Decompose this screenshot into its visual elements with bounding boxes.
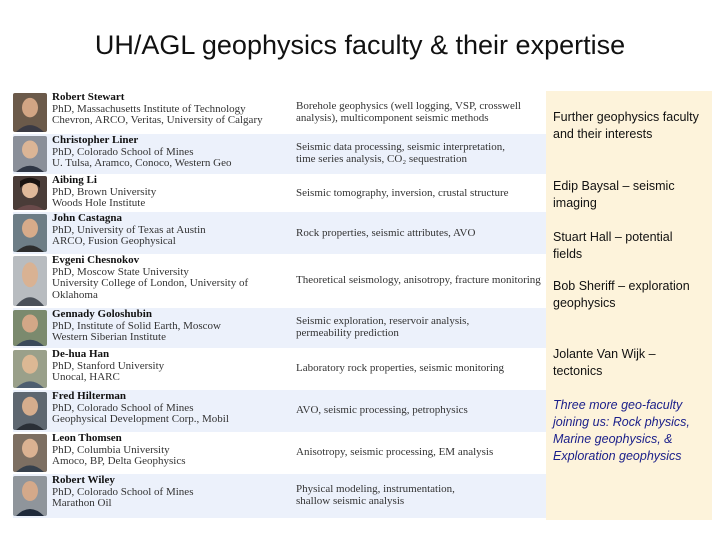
faculty-detail: PhD, Institute of Solid Earth, Moscow (52, 319, 221, 332)
faculty-row (13, 254, 546, 308)
faculty-expertise: AVO, seismic processing, petrophysics (296, 405, 468, 416)
sidebar-item: Jolante Van Wijk – tectonics (553, 347, 656, 378)
faculty-detail: PhD, Moscow State University (52, 265, 189, 278)
faculty-expertise: permeability prediction (296, 326, 399, 339)
faculty-detail: PhD, Brown University (52, 185, 157, 198)
faculty-name: Christopher Liner (52, 134, 139, 146)
faculty-detail: U. Tulsa, Aramco, Conoco, Western Geo (52, 157, 232, 169)
faculty-detail: Amoco, BP, Delta Geophysics (52, 455, 186, 467)
faculty-detail: Geophysical Development Corp., Mobil (52, 413, 229, 425)
portrait (13, 93, 47, 132)
faculty-row (13, 91, 546, 134)
faculty-name: Robert Stewart (52, 91, 125, 103)
faculty-detail: PhD, Colorado School of Mines (52, 145, 194, 158)
sidebar-item: Edip Baysal – seismic imaging (553, 179, 675, 210)
faculty-name: Gennady Goloshubin (52, 308, 152, 320)
portrait (13, 176, 47, 210)
faculty-expertise: Borehole geophysics (well logging, VSP, crosswell (296, 101, 521, 112)
further-faculty-panel (546, 91, 712, 520)
faculty-detail: University College of London, University of (52, 277, 249, 289)
faculty-expertise: Seismic tomography, inversion, crustal structure (296, 188, 509, 199)
sidebar-item: Stuart Hall – potential fields (553, 230, 673, 261)
portrait (13, 392, 47, 430)
portrait (13, 350, 47, 388)
faculty-expertise: shallow seismic analysis (296, 494, 405, 507)
faculty-row (13, 174, 546, 212)
portrait (13, 310, 47, 346)
faculty-expertise: Seismic exploration, reservoir analysis, (296, 316, 470, 327)
faculty-detail: PhD, Colorado School of Mines (52, 485, 194, 498)
portrait (13, 256, 47, 306)
faculty-row (13, 134, 546, 174)
faculty-row (13, 348, 546, 390)
faculty-detail: PhD, Stanford University (52, 359, 165, 372)
faculty-detail: PhD, Columbia University (52, 443, 170, 456)
faculty-detail: Western Siberian Institute (52, 331, 166, 343)
faculty-expertise: analysis), multicomponent seismic methods (296, 111, 489, 124)
slide-title: UH/AGL geophysics faculty & their expertise (94, 30, 626, 60)
faculty-expertise: Seismic data processing, seismic interpretation, (296, 142, 505, 153)
faculty-table (13, 91, 546, 518)
faculty-name: Evgeni Chesnokov (52, 254, 140, 266)
faculty-row (13, 390, 546, 432)
faculty-expertise: Rock properties, seismic attributes, AVO (296, 228, 476, 239)
faculty-name: De-hua Han (52, 348, 110, 360)
faculty-name: Aibing Li (52, 174, 97, 186)
sidebar-note: Three more geo-faculty joining us: Rock physics, Marine geophysics, & Exploration geophysics (553, 398, 690, 463)
faculty-expertise: Theoretical seismology, anisotropy, fracture monitoring (296, 275, 541, 286)
portrait (13, 434, 47, 472)
faculty-detail: Marathon Oil (52, 497, 112, 509)
faculty-name: John Castagna (52, 212, 122, 224)
sidebar-item: Bob Sheriff – exploration geophysics (553, 279, 690, 310)
faculty-row (13, 212, 546, 254)
portrait (13, 136, 47, 172)
faculty-detail: Oklahoma (52, 288, 98, 301)
faculty-name: Robert Wiley (52, 474, 115, 486)
faculty-row (13, 308, 546, 348)
faculty-expertise: Laboratory rock properties, seismic monitoring (296, 363, 505, 374)
faculty-expertise: time series analysis, CO₂ sequestration (296, 152, 467, 165)
faculty-detail: PhD, Colorado School of Mines (52, 401, 194, 414)
portrait (13, 214, 47, 252)
faculty-detail: PhD, University of Texas at Austin (52, 223, 206, 236)
faculty-detail: ARCO, Fusion Geophysical (52, 235, 176, 247)
faculty-detail: PhD, Massachusetts Institute of Technology (52, 102, 246, 115)
faculty-name: Fred Hilterman (52, 390, 127, 402)
faculty-expertise: Physical modeling, instrumentation, (296, 484, 455, 495)
faculty-detail: Unocal, HARC (52, 371, 120, 383)
faculty-row (13, 474, 546, 518)
faculty-detail: Chevron, ARCO, Veritas, University of Calgary (52, 114, 263, 126)
faculty-detail: Woods Hole Institute (52, 197, 146, 209)
sidebar-heading: Further geophysics faculty and their interests (553, 110, 699, 141)
faculty-row (13, 432, 546, 474)
faculty-expertise: Anisotropy, seismic processing, EM analysis (296, 447, 494, 458)
faculty-name: Leon Thomsen (52, 432, 122, 444)
portrait (13, 476, 47, 516)
